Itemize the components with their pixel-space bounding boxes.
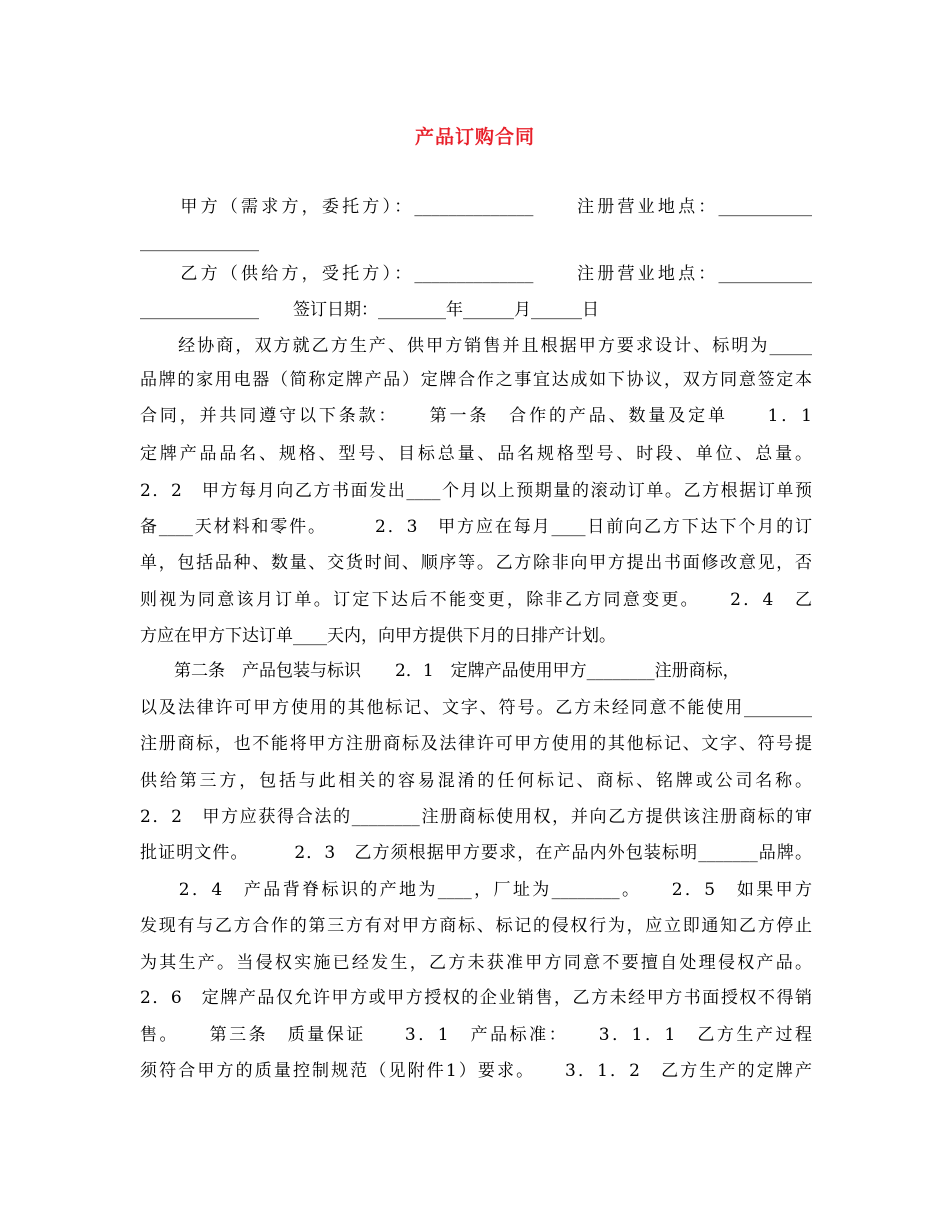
contract-line: 须符合甲方的质量控制规范（见附件1）要求。 3．1．2 乙方生产的定牌产 — [140, 1061, 812, 1081]
contract-line: 定牌产品品名、规格、型号、目标总量、品名规格型号、时段、单位、总量。 — [140, 444, 812, 464]
contract-line: 2．6 定牌产品仅允许甲方或甲方授权的企业销售，乙方未经甲方书面授权不得销 — [140, 988, 812, 1008]
contract-line: 合同，并共同遵守以下条款： 第一条 合作的产品、数量及定单 1．1 — [140, 406, 812, 426]
contract-line: 甲方（需求方，委托方）：______________ 注册营业地点：___________ — [140, 197, 812, 217]
contract-line: 以及法律许可甲方使用的其他标记、文字、符号。乙方未经同意不能使用________ — [140, 698, 812, 718]
contract-line: 经协商，双方就乙方生产、供甲方销售并且根据甲方要求设计、标明为_____ — [140, 336, 812, 356]
contract-line: 乙方（供给方，受托方）：______________ 注册营业地点：___________ — [140, 264, 812, 284]
contract-line: 供给第三方，包括与此相关的容易混淆的任何标记、商标、铭牌或公司名称。 — [140, 771, 812, 791]
contract-line: 2．4 产品背脊标识的产地为____，厂址为________。 2．5 如果甲方 — [140, 880, 812, 900]
document-title: 产品订购合同 — [414, 126, 535, 148]
contract-line: ______________ 签订日期：________年______月______日 — [140, 300, 599, 320]
contract-line: 第二条 产品包装与标识 2．1 定牌产品使用甲方________注册商标， — [140, 661, 740, 681]
contract-line: 单，包括品种、数量、交货时间、顺序等。乙方除非向甲方提出书面修改意见，否 — [140, 553, 812, 573]
contract-line: 方应在甲方下达订单____天内，向甲方提供下月的日排产计划。 — [140, 626, 616, 646]
contract-line: 批证明文件。 2．3 乙方须根据甲方要求，在产品内外包装标明_______品牌。 — [140, 843, 812, 863]
contract-line: 备____天材料和零件。 2．3 甲方应在每月____日前向乙方下达下个月的订 — [140, 517, 812, 537]
contract-line: 注册商标，也不能将甲方注册商标及法律许可甲方使用的其他标记、文字、符号提 — [140, 734, 812, 754]
contract-line: 售。 第三条 质量保证 3．1 产品标准： 3．1．1 乙方生产过程 — [140, 1025, 812, 1045]
contract-line: 为其生产。当侵权实施已经发生，乙方未获准甲方同意不要擅自处理侵权产品。 — [140, 953, 812, 973]
contract-line: 2．2 甲方应获得合法的________注册商标使用权，并向乙方提供该注册商标的审 — [140, 807, 812, 827]
contract-line: ______________ — [140, 232, 259, 252]
contract-line: 发现有与乙方合作的第三方有对甲方商标、标记的侵权行为，应立即通知乙方停止 — [140, 916, 812, 936]
contract-line: 2．2 甲方每月向乙方书面发出____个月以上预期量的滚动订单。乙方根据订单预 — [140, 481, 812, 501]
contract-line: 则视为同意该月订单。订定下达后不能变更，除非乙方同意变更。 2．4 乙 — [140, 590, 812, 610]
contract-line: 品牌的家用电器（简称定牌产品）定牌合作之事宜达成如下协议，双方同意签定本 — [140, 370, 812, 390]
